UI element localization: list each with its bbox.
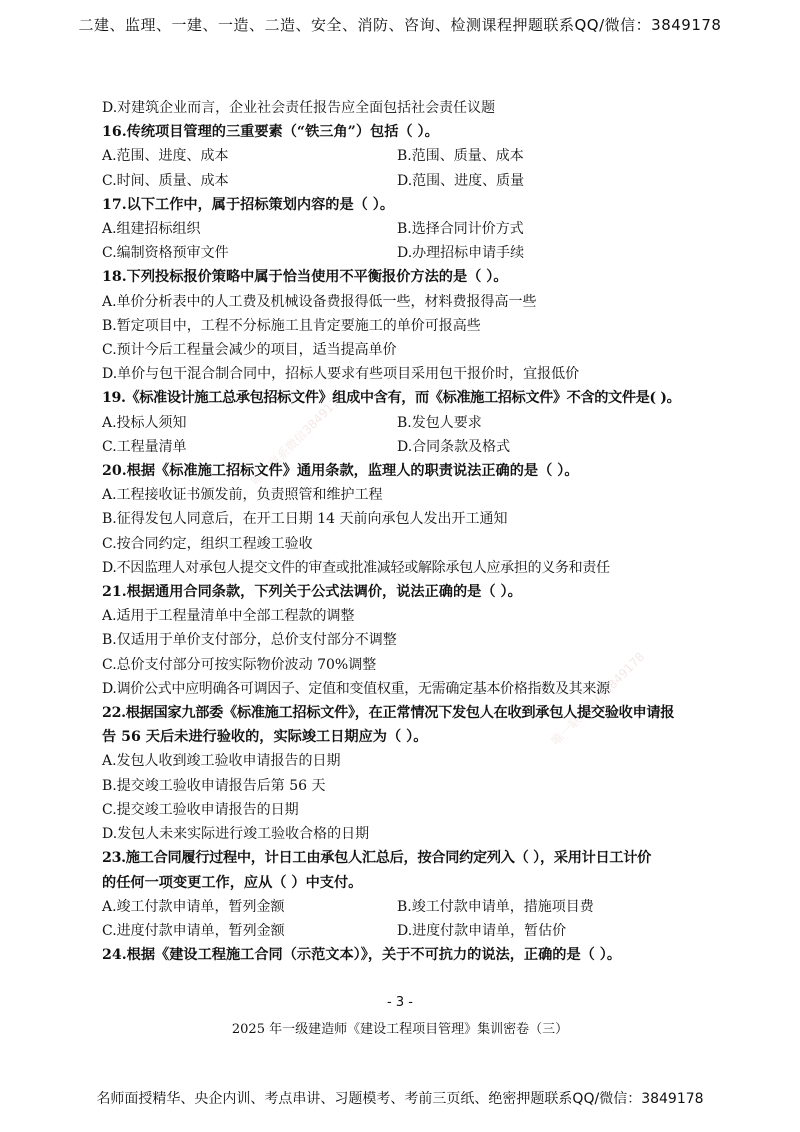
question-18: 18.下列投标报价策略中属于恰当使用不平衡报价方法的是（ ）。 [102, 269, 508, 286]
option-a: A.单价分析表中的人工费及机械设备费报得低一些，材料费报得高一些 [102, 293, 537, 310]
option-a: A.发包人收到竣工验收申请报告的日期 [102, 753, 341, 770]
option-b: B.征得发包人同意后，在开工日期 14 天前向承包人发出开工通知 [102, 511, 508, 528]
option-d: D.调价公式中应明确各可调因子、定值和变值权重，无需确定基本价格指数及其来源 [102, 680, 610, 697]
option-c: C.编制资格预审文件 [102, 245, 229, 262]
page-footer-contact: 名师面授精华、央企内训、考点串讲、习题模考、考前三页纸、绝密押题联系QQ/微信：3849178 [96, 1091, 704, 1107]
options-row [102, 144, 714, 168]
option-text: D.对建筑企业而言，企业社会责任报告应全面包括社会责任议题 [102, 100, 496, 116]
option-d: D.单价与包干混合制合同中，招标人要求有些项目采用包干报价时，宜报低价 [102, 366, 580, 383]
options-row [102, 217, 714, 241]
option-c: C.进度付款申请单，暂列金额 [102, 922, 285, 939]
options-row [102, 919, 714, 943]
question-23-cont: 的任何一项变更工作，应从（ ）中支付。 [102, 874, 363, 891]
option-a: A.范围、进度、成本 [102, 148, 229, 165]
option-a: A.投标人须知 [102, 414, 187, 431]
option-a: A.组建招标组织 [102, 221, 201, 238]
option-b: B.选择合同计价方式 [397, 221, 524, 238]
question-22-cont: 告 56 天后未进行验收的，实际竣工日期应为（ ）。 [102, 729, 428, 746]
option-c: C.工程量清单 [102, 438, 187, 455]
option-c: C.时间、质量、成本 [102, 172, 229, 189]
option-d: D.办理招标申请手续 [397, 245, 525, 262]
option-b: B.发包人要求 [397, 414, 482, 431]
options-row [102, 895, 714, 919]
watermark: 唯一联系微信3849178 [248, 389, 348, 489]
option-d: D.范围、进度、质量 [397, 172, 525, 189]
question-23: 23.施工合同履行过程中，计日工由承包人汇总后，按合同约定列入（ ），采用计日工计价 [102, 850, 652, 867]
option-a: A.竣工付款申请单，暂列金额 [102, 898, 285, 915]
option-a: A.适用于工程量清单中全部工程款的调整 [102, 608, 355, 625]
watermark: 唯一联系微信3849178 [548, 649, 648, 749]
option-d: D.发包人未来实际进行竣工验收合格的日期 [102, 826, 370, 843]
page-header-contact: 二建、监理、一建、一造、二造、安全、消防、咨询、检测课程押题联系QQ/微信：3849178 [78, 16, 722, 34]
question-24: 24.根据《建设工程施工合同（示范文本）》，关于不可抗力的说法，正确的是（ ）。 [102, 947, 622, 964]
question-20: 20.根据《标准施工招标文件》通用条款，监理人的职责说法正确的是（ ）。 [102, 463, 579, 480]
options-row [102, 411, 714, 435]
options-row [102, 435, 714, 459]
option-c: C.提交竣工验收申请报告的日期 [102, 801, 299, 818]
option-c: C.按合同约定，组织工程竣工验收 [102, 535, 313, 552]
option-b: B.仅适用于单价支付部分，总价支付部分不调整 [102, 632, 397, 649]
options-row [102, 169, 714, 193]
option-a: A.工程接收证书颁发前，负责照管和维护工程 [102, 487, 383, 504]
option-c: C.总价支付部分可按实际物价波动 70%调整 [102, 656, 377, 673]
options-row [102, 241, 714, 265]
option-d: D.进度付款申请单，暂估价 [397, 922, 567, 939]
option-c: C.预计今后工程量会减少的项目，适当提高单价 [102, 342, 397, 359]
option-b: B.提交竣工验收申请报告后第 56 天 [102, 777, 326, 794]
question-17: 17.以下工作中，属于招标策划内容的是（ ）。 [102, 196, 395, 213]
exam-content [102, 96, 714, 967]
option-d: D.合同条款及格式 [397, 438, 511, 455]
option-d: D.不因监理人对承包人提交文件的审查或批准减轻或解除承包人应承担的义务和责任 [102, 559, 610, 576]
page-title: 2025 年一级建造师《建设工程项目管理》集训密卷（三） [231, 1022, 569, 1037]
option-b: B.竣工付款申请单，措施项目费 [397, 898, 594, 915]
question-16: 16.传统项目管理的三重要素（“铁三角”）包括（ ）。 [102, 124, 439, 141]
question-21: 21.根据通用合同条款，下列关于公式法调价，说法正确的是（ ）。 [102, 584, 522, 601]
question-19: 19.《标准设计施工总承包招标文件》组成中含有，而《标准施工招标文件》不含的文件是( )。 [102, 390, 681, 407]
page-number: - 3 - [387, 995, 413, 1010]
question-22: 22.根据国家九部委《标准施工招标文件》，在正常情况下发包人在收到承包人提交验收申请报 [102, 705, 675, 722]
option-b: B.暂定项目中，工程不分标施工且肯定要施工的单价可报高些 [102, 317, 481, 334]
option-b: B.范围、质量、成本 [397, 148, 524, 165]
